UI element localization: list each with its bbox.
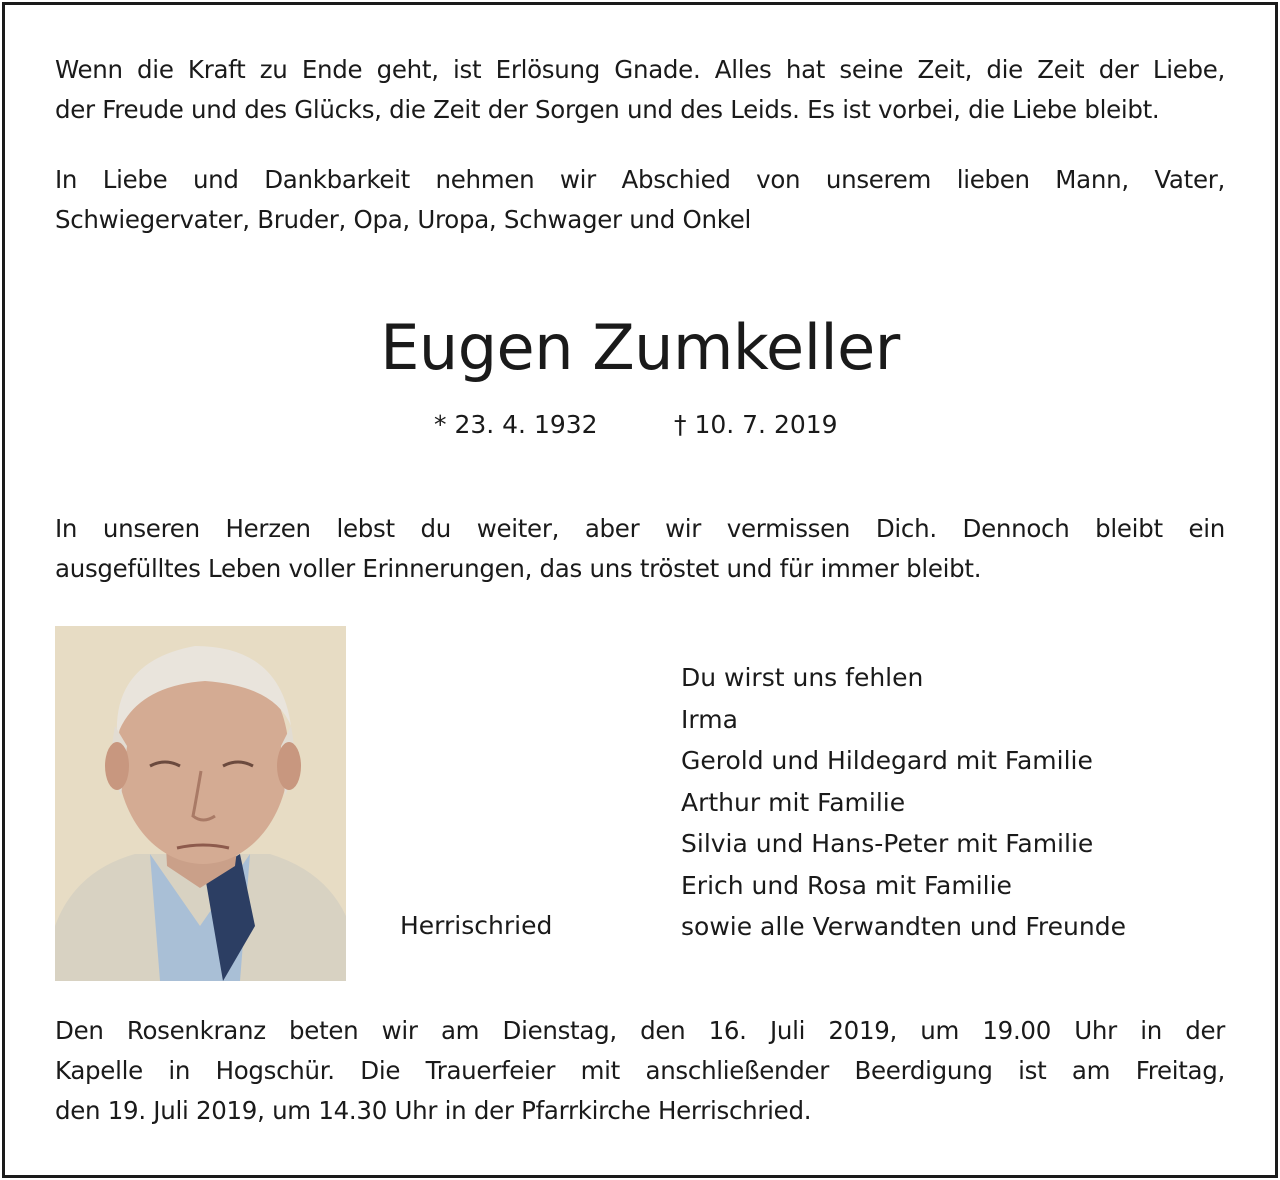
service-line: den 19. Juli 2019, um 14.30 Uhr in der Pfarrkirche Herrischried. xyxy=(55,1096,812,1125)
mourner-line: Du wirst uns fehlen xyxy=(681,663,924,692)
mourner-line: Arthur mit Familie xyxy=(681,787,906,817)
mourner-line: Gerold und Hildegard mit Familie xyxy=(681,746,1093,775)
intro-line: In Liebe und Dankbarkeit nehmen wir Abschied von unserem lieben Mann, Vater, xyxy=(55,165,1225,194)
verse-line: Wenn die Kraft zu Ende geht, ist Erlösung Gnade. Alles hat seine Zeit, die Zeit der Liebe, xyxy=(55,55,1225,84)
memory-paragraph xyxy=(55,509,1225,589)
verse-paragraph xyxy=(55,50,1225,130)
service-line: Den Rosenkranz beten wir am Dienstag, den 16. Juli 2019, um 19.00 Uhr in der xyxy=(55,1016,1225,1045)
mourner-line: Silvia und Hans-Peter mit Familie xyxy=(681,829,1094,858)
mourner-line: sowie alle Verwandten und Freunde xyxy=(681,912,1126,941)
service-line: Kapelle in Hogschür. Die Trauerfeier mit anschließender Beerdigung ist am Freitag, xyxy=(55,1056,1225,1085)
portrait-photo xyxy=(55,626,346,981)
intro-line: Schwiegervater, Bruder, Opa, Uropa, Schwager und Onkel xyxy=(55,205,751,234)
deceased-name: Eugen Zumkeller xyxy=(380,311,900,384)
service-paragraph xyxy=(55,1011,1225,1131)
memory-line: ausgefülltes Leben voller Erinnerungen, das uns tröstet und für immer bleibt. xyxy=(55,554,982,583)
mourner-line: Erich und Rosa mit Familie xyxy=(681,870,1012,900)
intro-paragraph xyxy=(55,160,1225,240)
death-date: † 10. 7. 2019 xyxy=(674,410,838,439)
mourners-list xyxy=(681,657,1126,948)
verse-line: der Freude und des Glücks, die Zeit der Sorgen und des Leids. Es ist vorbei, die Liebe bleibt. xyxy=(55,95,1160,124)
memory-line: In unseren Herzen lebst du weiter, aber wir vermissen Dich. Dennoch bleibt ein xyxy=(55,514,1225,543)
mourner-line: Irma xyxy=(681,704,738,734)
birth-date: * 23. 4. 1932 xyxy=(434,410,598,439)
place-label: Herrischried xyxy=(400,911,553,940)
